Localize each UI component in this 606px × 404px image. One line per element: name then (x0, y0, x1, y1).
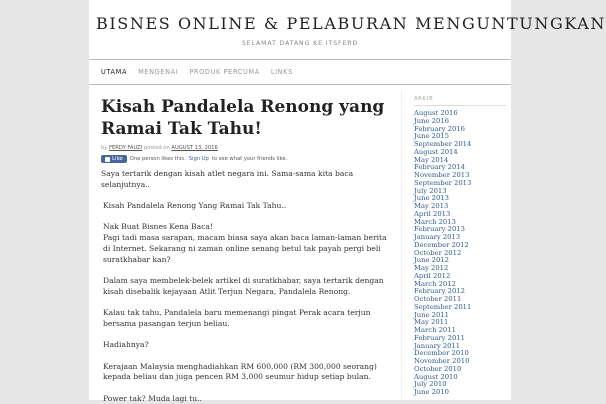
archive-list (414, 110, 506, 397)
facebook-like-widget (101, 155, 391, 163)
archive-link[interactable]: September 2011 (414, 302, 472, 311)
archive-link[interactable]: May 2012 (414, 264, 449, 272)
archive-link[interactable]: June 2016 (414, 116, 449, 125)
post-paragraph: Hadiahnya? (103, 340, 149, 350)
archive-link[interactable]: March 2013 (414, 217, 456, 226)
archive-link[interactable]: June 2013 (414, 194, 449, 203)
nav-item-links[interactable]: LINKS (270, 68, 293, 76)
post-paragraph: Dalam saya membelek-belek artikel di suratkhabar, saya tertarik dengan kisah disebalik kejayaan Atlit Terjun Negara, Pandalela Renong. (103, 275, 384, 296)
archive-link[interactable]: October 2011 (414, 295, 462, 303)
post-content (101, 169, 391, 404)
archive-link[interactable]: December 2010 (414, 349, 469, 358)
archive-link[interactable]: June 2011 (414, 310, 449, 319)
archive-link[interactable]: October 2012 (414, 248, 462, 257)
archive-link[interactable]: May 2011 (414, 318, 449, 327)
archive-link[interactable]: May 2014 (414, 155, 449, 164)
thumbs-up-icon (105, 157, 110, 162)
archive-link[interactable]: August 2016 (414, 109, 458, 117)
archive-link[interactable]: June 2015 (414, 132, 449, 141)
archive-link[interactable]: January 2011 (414, 341, 461, 350)
archive-link[interactable]: April 2013 (414, 209, 451, 218)
archive-link[interactable]: April 2012 (414, 271, 451, 280)
main-nav (101, 68, 293, 76)
archive-link[interactable]: May 2013 (414, 202, 449, 210)
archive-link[interactable]: September 2014 (414, 140, 472, 148)
nav-item-mengenai[interactable]: MENGENAI (138, 68, 179, 76)
facebook-friends-text: to see what your friends like. (211, 156, 288, 162)
archive-link[interactable]: February 2011 (414, 333, 465, 342)
archive-link[interactable]: October 2010 (414, 364, 462, 373)
post-paragraph: Kerajaan Malaysia menghadiahkan RM 600,000 (RM 300,000 seorang) kepada beliau dan juga pencen RM 3,000 seumur hidup setiap bulan. (103, 361, 377, 382)
archive-link[interactable]: August 2014 (414, 147, 458, 156)
nav-item-utama[interactable]: UTAMA (101, 68, 128, 76)
byline-by: by (101, 145, 108, 151)
nav-bottom-divider (89, 84, 511, 85)
post-paragraph: Power tak? Muda lagi tu.. (103, 393, 202, 403)
nav-top-divider (89, 59, 511, 60)
byline-posted-on: posted on (143, 145, 170, 151)
archive-link[interactable]: November 2013 (414, 171, 470, 179)
post-byline (101, 145, 391, 151)
archive-link[interactable]: July 2013 (414, 186, 447, 195)
post-title[interactable]: Kisah Pandalela Renong yang Ramai Tak Tahu! (101, 97, 385, 139)
archive-link[interactable]: February 2014 (414, 163, 465, 172)
column-divider (401, 90, 402, 400)
facebook-like-button[interactable] (101, 155, 127, 163)
archive-link[interactable]: June 2012 (414, 256, 449, 265)
author-link[interactable]: FERDY FAUZI (109, 145, 143, 151)
post-paragraph: Kalau tak tahu, Pandalela baru memenangi pingat Perak acara terjun bersama pasangan terjun beliau. (103, 308, 371, 328)
post-paragraph: Kisah Pandalela Renong Yang Ramai Tak Tahu.. (103, 201, 287, 211)
post-paragraph: Nak Buat Bisnes Kena Baca! (103, 222, 213, 232)
sidebar (414, 96, 506, 397)
archive-link[interactable]: June 2010 (414, 388, 449, 396)
archive-link[interactable]: September 2013 (414, 178, 472, 187)
archive-link[interactable]: January 2013 (414, 233, 461, 241)
archive-link[interactable]: July 2010 (414, 380, 447, 389)
post-date-link[interactable]: AUGUST 13, 2016 (171, 145, 218, 151)
archive-link[interactable]: December 2012 (414, 240, 469, 249)
site-title[interactable]: BISNES ONLINE & PELABURAN MENGUNTUNGKAN (96, 14, 606, 33)
main-content (101, 96, 391, 404)
post-paragraph: Pagi tadi masa sarapan, macam biasa saya akan baca laman-laman berita di Internet. Sekarang ni zaman online senang betul tak payah pergi beli suratkhabar kan? (103, 233, 387, 264)
archive-link[interactable]: February 2013 (414, 225, 465, 234)
archive-link[interactable]: March 2011 (414, 326, 456, 334)
page-container (89, 0, 606, 403)
archive-link[interactable]: February 2012 (414, 287, 465, 296)
archive-divider (414, 105, 506, 106)
archive-link[interactable]: February 2016 (414, 124, 465, 133)
post-paragraph: Saya tertarik dengan kisah atlet negara ini. Sama-sama kita baca selanjutnya.. (101, 169, 354, 189)
facebook-signup-link[interactable]: Sign Up (188, 156, 209, 162)
archive-link[interactable]: November 2010 (414, 357, 470, 365)
facebook-like-label: Like (112, 156, 123, 162)
site-description: SELAMAT DATANG KE ITSFERD (241, 40, 359, 47)
archive-heading: ARKIB (414, 96, 434, 102)
archive-link[interactable]: August 2010 (414, 372, 458, 381)
facebook-like-count-text: One person likes this. (129, 156, 186, 162)
archive-link[interactable]: March 2012 (414, 279, 456, 288)
nav-item-produk-percuma[interactable]: PRODUK PERCUMA (189, 68, 260, 76)
